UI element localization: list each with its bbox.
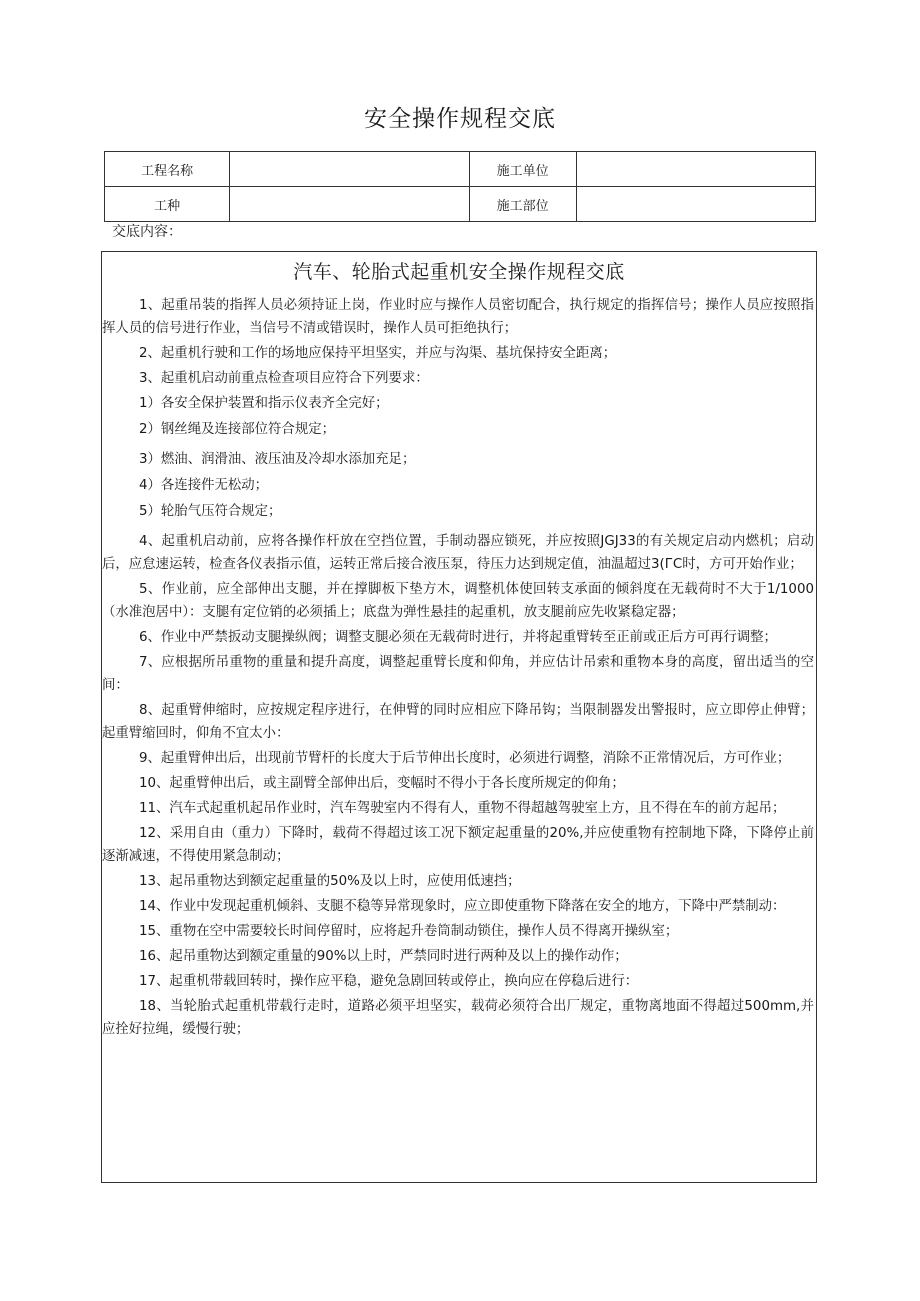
construction-unit-label: 施工单位 [469,152,576,187]
content-item: 12、采用自由（重力）下降时，载荷不得超过该工况下额定起重量的20%,并应使重物有控制地下降，下降停止前逐渐减速，不得使用紧急制动； [102,826,814,864]
content-item: 11、汽车式起重机起吊作业时，汽车驾驶室内不得有人，重物不得超越驾驶室上方，且不得在车的前方起吊； [139,801,786,816]
content-item: 9、起重臂伸出后，出现前节臂杆的长度大于后节伸出长度时，必须进行调整，消除不正常情况后，方可作业； [139,751,791,766]
content-item: 17、起重机带载回转时，操作应平稳，避免急剧回转或停止，换向应在停稳后进行： [139,974,639,989]
content-item: 7、应根据所吊重物的重量和提升高度，调整起重臂长度和仰角，并应估计吊索和重物本身的高度，留出适当的空间： [102,655,814,693]
content-item: 3）燃油、润滑油、液压油及冷却水添加充足； [139,452,416,467]
content-item: 5、作业前，应全部伸出支腿，并在撑脚板下垫方木，调整机体使回转支承面的倾斜度在无载荷时不大于1/1000（水准泡居中）：支腿有定位销的必须插上；底盘为弹性悬挂的起重机，放支腿前应先收紧稳定器； [102,582,814,620]
info-row-2 [105,187,816,222]
content-item: 4、起重机启动前，应将各操作杆放在空挡位置，手制动器应锁死，并应按照JGJ33的有关规定启动内燃机；启动后，应怠速运转，检查各仪表指示值，运转正常后接合液压泵，待压力达到规定值，油温超过3(ГC时，方可开始作业； [102,534,814,572]
content-items [102,294,816,1041]
trade-label: 工种 [105,187,230,222]
project-name-value [230,152,469,187]
content-title: 汽车、轮胎式起重机安全操作规程交底 [293,261,625,283]
project-name-label: 工程名称 [105,152,230,187]
content-item: 4）各连接件无松动； [139,478,269,493]
content-item: 1、起重吊装的指挥人员必须持证上岗，作业时应与操作人员密切配合，执行规定的指挥信号；操作人员应按照指挥人员的信号进行作业，当信号不清或错误时，操作人员可拒绝执行； [102,298,814,336]
content-item: 14、作业中发现起重机倾斜、支腿不稳等异常现象时，应立即使重物下降落在安全的地方，下降中严禁制动： [139,899,786,914]
content-item: 5）轮胎气压符合规定； [139,504,282,519]
content-item: 8、起重臂伸缩时，应按规定程序进行，在伸臂的同时应相应下降吊钩；当限制器发出警报时，应立即停止伸臂；起重臂缩回时，仰角不宜太小： [102,703,814,741]
content-item: 13、起吊重物达到额定起重量的50%及以上时，应使用低速挡； [139,874,521,889]
content-item: 16、起吊重物达到额定重量的90%以上时，严禁同时进行两种及以上的操作动作； [139,949,628,964]
construction-unit-value [576,152,815,187]
content-item: 10、起重臂伸出后，或主副臂全部伸出后，变幅时不得小于各长度所规定的仰角； [139,776,625,791]
disclosure-label: 交底内容： [112,224,182,240]
content-item: 6、作业中严禁扳动支腿操纵阀；调整支腿必须在无载荷时进行，并将起重臂转至正前或正后方可再行调整； [139,630,777,645]
content-item: 15、重物在空中需要较长时间停留时，应将起升卷筒制动锁住，操作人员不得离开操纵室； [139,924,679,939]
construction-part-value [576,187,815,222]
content-item: 18、当轮胎式起重机带载行走时，道路必须平坦坚实，载荷必须符合出厂规定，重物离地面不得超过500mm,并应拴好拉绳，缓慢行驶； [102,999,814,1037]
trade-value [230,187,469,222]
content-item: 2）钢丝绳及连接部位符合规定； [139,422,335,437]
info-table [104,151,816,222]
content-item: 3、起重机启动前重点检查项目应符合下列要求： [139,371,429,386]
content-item: 2、起重机行驶和工作的场地应保持平坦坚实，并应与沟渠、基坑保持安全距离； [139,346,617,361]
content-item: 1）各安全保护装置和指示仪表齐全完好； [139,396,389,411]
info-row-1 [105,152,816,187]
document-title: 安全操作规程交底 [364,106,556,132]
construction-part-label: 施工部位 [469,187,576,222]
content-box [101,251,817,1183]
